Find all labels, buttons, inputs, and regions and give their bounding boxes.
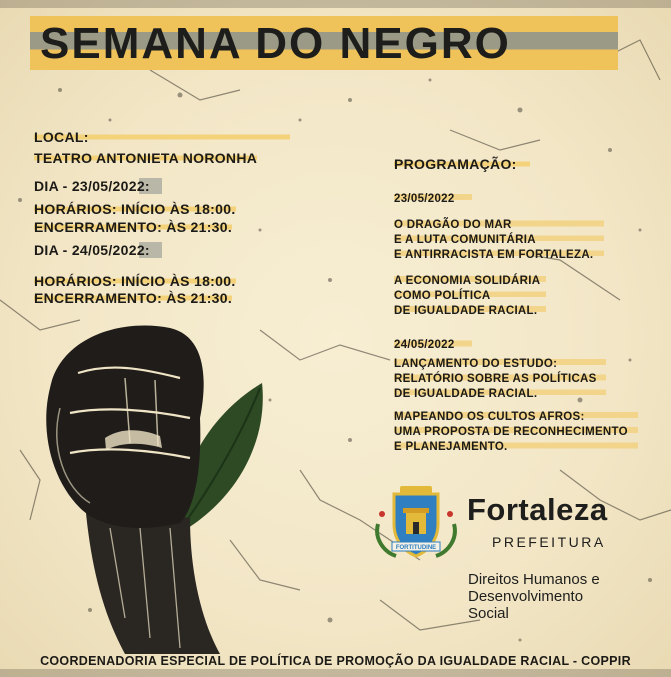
fortaleza-coat-of-arms-icon [370,484,462,562]
day2-label: DIA - 24/05/2022: [34,242,162,258]
local-label: LOCAL: [34,129,290,145]
day2-start-time: HORÁRIOS: INÍCIO ÀS 18:00. [34,273,236,289]
footer-coordinator: COORDENADORIA ESPECIAL DE POLÍTICA DE PROMOÇÃO DA IGUALDADE RACIAL - COPPIR [40,654,631,668]
day1-end-time: ENCERRAMENTO: ÀS 21:30. [34,219,233,235]
poster-title-banner [30,16,618,70]
logo-city-name: Fortaleza [467,492,608,527]
day1-start-time: HORÁRIOS: INÍCIO ÀS 18:00. [34,201,236,217]
program-event-3: LANÇAMENTO DO ESTUDO: RELATÓRIO SOBRE AS POLÍTICAS DE IGUALDADE RACIAL. [394,357,606,402]
program-date-1: 23/05/2022 [394,192,472,207]
programacao-label: PROGRAMAÇÃO: [394,156,530,172]
raised-fist-illustration [30,318,270,654]
shield-motto: FORTITUDINE [395,545,437,551]
program-event-2: A ECONOMIA SOLIDÁRIA COMO POLÍTICA DE IGUALDADE RACIAL. [394,274,546,319]
day2-end-time: ENCERRAMENTO: ÀS 21:30. [34,290,233,306]
logo-prefeitura: PREFEITURA [492,534,606,550]
venue-name: TEATRO ANTONIETA NORONHA [34,150,258,166]
program-event-1: O DRAGÃO DO MAR E A LUTA COMUNITÁRIA E ANTIRRACISTA EM FORTALEZA. [394,218,604,263]
program-event-4: MAPEANDO OS CULTOS AFROS: UMA PROPOSTA DE RECONHECIMENTO E PLANEJAMENTO. [394,410,638,455]
program-date-2: 24/05/2022 [394,338,472,353]
logo-department: Direitos Humanos e Desenvolvimento Social [468,571,600,622]
day1-label: DIA - 23/05/2022: [34,178,162,194]
poster-title: SEMANA DO NEGRO [40,19,511,68]
